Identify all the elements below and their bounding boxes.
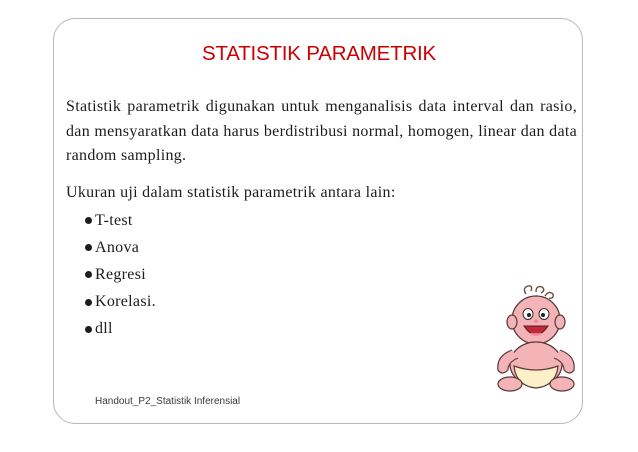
baby-clipart-icon xyxy=(486,284,582,394)
footer-text: Handout_P2_Statistik Inferensial xyxy=(95,396,241,407)
list-item xyxy=(85,316,156,343)
bullet-label: T-test xyxy=(95,211,133,229)
slide-title: STATISTIK PARAMETRIK xyxy=(201,42,437,65)
list-item xyxy=(85,261,156,288)
subheading-text: Ukuran uji dalam statistik parametrik antara lain: xyxy=(66,184,396,201)
bullet-icon xyxy=(85,244,92,251)
bullet-label: dll xyxy=(95,320,113,338)
intro-paragraph: Statistik parametrik digunakan untuk menganalisis data interval dan rasio, dan mensyaratkan data harus berdistribusi normal, homogen, linear dan data random sampling. xyxy=(66,98,577,164)
list-item xyxy=(85,289,156,316)
bullet-label: Anova xyxy=(95,238,140,256)
bullet-list xyxy=(85,207,156,343)
bullet-label: Korelasi. xyxy=(95,293,156,311)
bullet-icon xyxy=(85,326,92,333)
bullet-icon xyxy=(85,271,92,278)
bullet-icon xyxy=(85,299,92,306)
list-item xyxy=(85,234,156,261)
bullet-icon xyxy=(85,217,92,224)
bullet-label: Regresi xyxy=(95,265,146,283)
list-item xyxy=(85,207,156,234)
